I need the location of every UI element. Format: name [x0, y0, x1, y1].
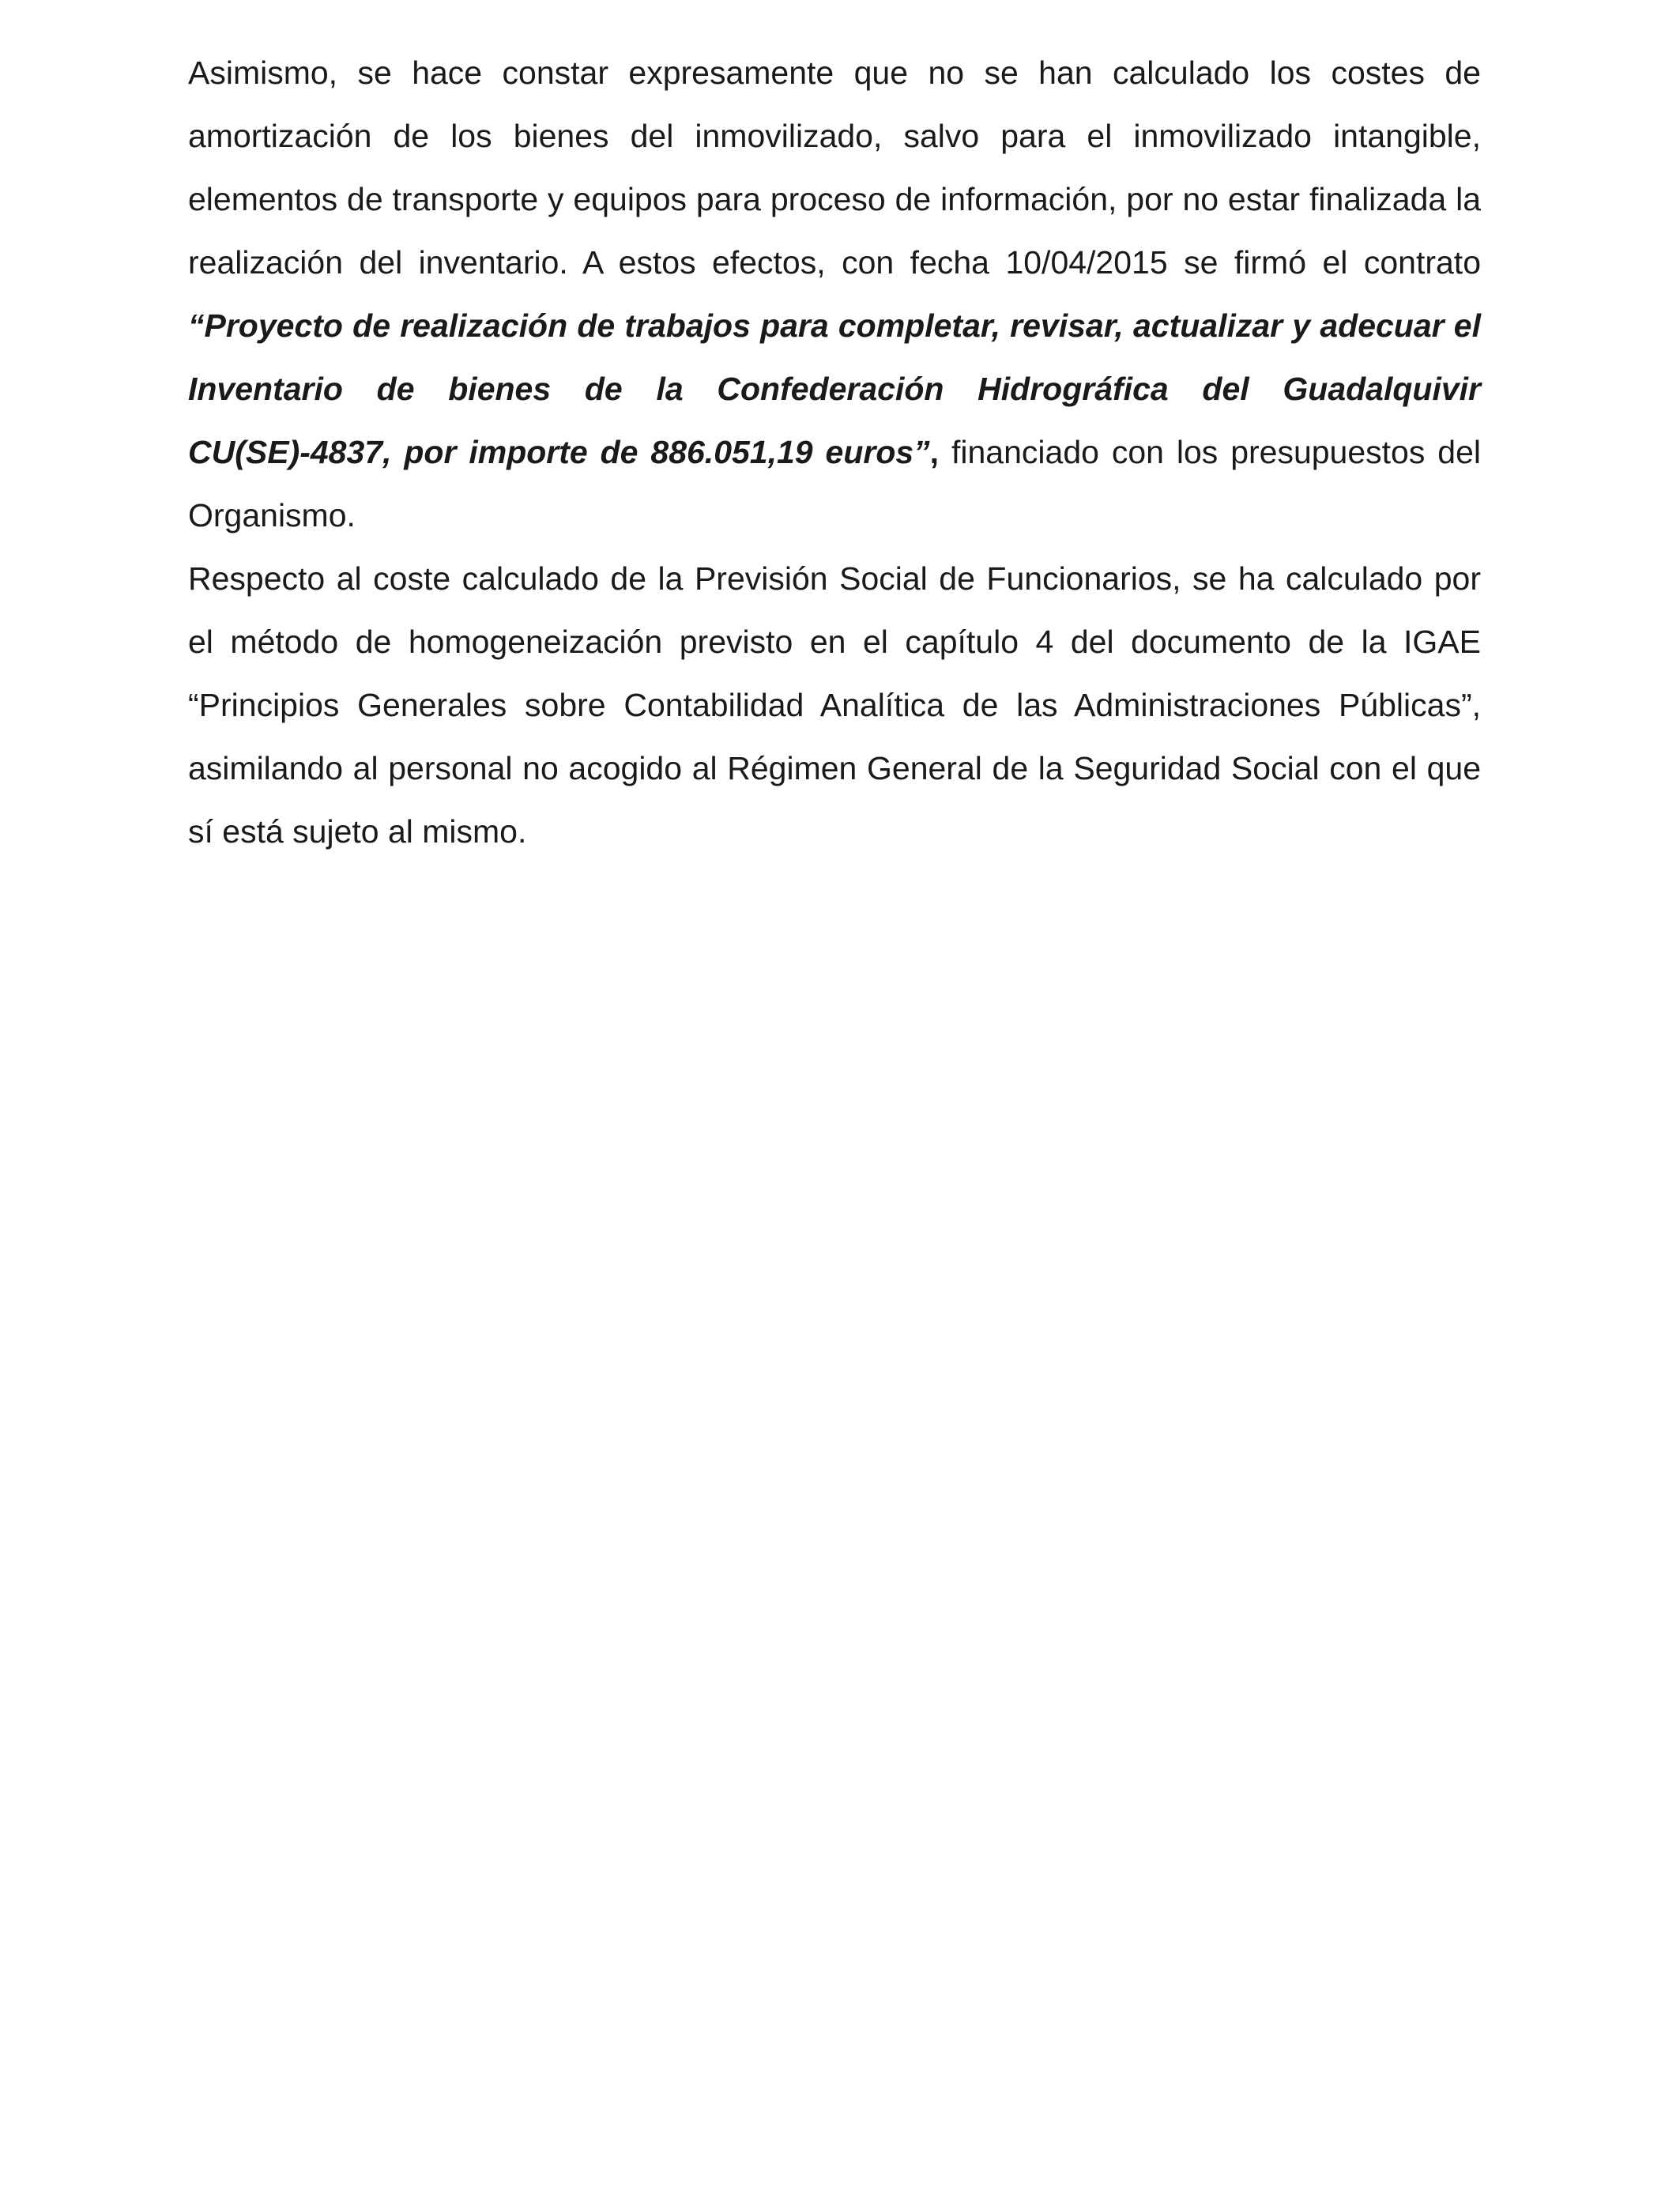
paragraph-amortization-ending: financiado con los presupuestos del Organismo.: [188, 434, 1481, 533]
document-body: [188, 41, 1481, 863]
contract-title: “Proyecto de realización de trabajos para completar, revisar, actualizar y adecuar el Inventario de bienes de la Confederación Hidrográfica del Guadalquivir CU(SE)-4837, por importe de 886.051,19 euros”: [188, 307, 1481, 470]
paragraph-amortization-text: Asimismo, se hace constar expresamente que no se han calculado los costes de amortización de los bienes del inmovilizado, salvo para el inmovilizado intangible, elementos de transporte y equipos para proceso de información, por no estar finalizada la realización del inventario. A estos efectos, con fecha 10/04/2015 se firmó el contrato: [188, 55, 1481, 281]
paragraph-social-provision: Respecto al coste calculado de la Previsión Social de Funcionarios, se ha calculado por el método de homogeneización previsto en el capítulo 4 del documento de la IGAE “Principios Generales sobre Contabilidad Analítica de las Administraciones Públicas”, asimilando al personal no acogido al Régimen General de la Seguridad Social con el que sí está sujeto al mismo.: [188, 560, 1481, 850]
contract-title-comma: ,: [929, 434, 940, 470]
paragraph-amortization: [188, 41, 1481, 547]
